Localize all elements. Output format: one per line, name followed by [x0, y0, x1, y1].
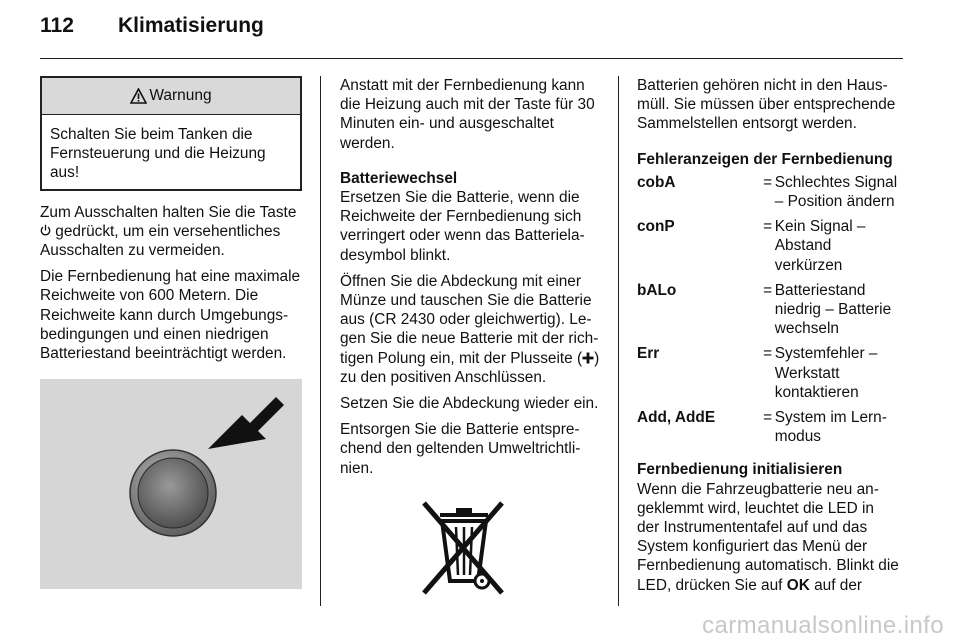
column-divider-2: [618, 76, 619, 606]
paragraph: Batterien gehören nicht in den Hausmüll. Sie müssen über entsprechende Sammelstellen entsorgt werden.: [637, 77, 896, 133]
paragraph-text: gedrückt, um ein versehentliches Ausschalten zu vermeiden.: [40, 222, 281, 260]
header-rule: [40, 58, 903, 59]
watermark: carmanualsonline.info: [702, 612, 944, 639]
paragraph-text: Wenn die Fahrzeugbatterie neu angeklemmt wird, leuchtet die LED in der Instrumententafel auf und das System konfiguriert das Menü der Fernbedienung automatisch. Blinkt die LED, drücken Sie auf: [637, 480, 899, 594]
section-title: Klimatisierung: [118, 14, 264, 37]
power-button-icon: [40, 224, 51, 237]
equals-sign: =: [763, 345, 773, 363]
remote-button-illustration: [40, 379, 302, 589]
paragraph: [40, 203, 302, 261]
error-code: bALo: [637, 281, 677, 299]
paragraph: Setzen Sie die Abdeckung wieder ein.: [340, 395, 599, 413]
error-description: Kein Signal – Abstand verkürzen: [774, 218, 866, 274]
table-row: [637, 173, 899, 211]
column-2: [340, 76, 602, 602]
page-number: 112: [40, 14, 74, 37]
battery-heading: Batteriewechsel: [340, 169, 458, 187]
column-1: [40, 76, 302, 589]
table-row: [637, 217, 899, 275]
equals-sign: =: [763, 218, 773, 236]
paragraph: [340, 272, 602, 387]
error-table: [637, 173, 899, 447]
paragraph: [637, 480, 899, 595]
error-description: Schlechtes Signal – Position ändern: [774, 173, 898, 211]
error-code: cobA: [637, 173, 676, 191]
warning-box: [40, 76, 302, 191]
paragraph-text: auf der: [809, 576, 863, 594]
warning-triangle-icon: [130, 88, 147, 104]
equals-sign: =: [763, 409, 773, 427]
error-code: conP: [637, 218, 675, 236]
remote-button-photo: [40, 379, 302, 589]
ok-key-label: OK: [786, 576, 810, 594]
table-row: [637, 281, 899, 339]
paragraph: Entsorgen Sie die Batterie entsprechend den geltenden Umweltrichtlinien.: [340, 421, 581, 477]
table-row: [637, 344, 899, 402]
crossed-out-bin-icon: [418, 495, 508, 597]
paragraph-text: Zum Ausschalten halten Sie die Taste: [40, 203, 297, 221]
error-code: Add, AddE: [637, 409, 716, 427]
plus-icon: [582, 352, 594, 364]
column-divider-1: [320, 76, 321, 606]
error-description: System im Lernmodus: [774, 409, 887, 446]
paragraph: Anstatt mit der Fernbedienung kann die Heizung auch mit der Taste für 30 Minuten ein- und ausgeschaltet werden.: [340, 77, 595, 152]
table-row: [637, 408, 899, 446]
paragraph: Die Fernbedienung hat eine maximale Reichweite von 600 Metern. Die Reichweite kann durch Umgebungsbedingungen und einen niedrigen Batteriestand beeinträchtigt werden.: [40, 268, 301, 363]
error-description: Batteriestand niedrig – Batterie wechseln: [774, 281, 892, 338]
warning-header: [42, 78, 300, 115]
equals-sign: =: [763, 173, 773, 191]
paragraph: Ersetzen Sie die Batterie, wenn die Reichweite der Fernbedienung sich verringert oder wenn das Batterieladesymbol blinkt.: [340, 189, 585, 264]
page-header: [40, 14, 264, 38]
paragraph-text: Öffnen Sie die Abdeckung mit einer Münze und tauschen Sie die Batterie aus (CR 2430 oder gleichwertig). Legen Sie die neue Batterie mit der richtigen Polung ein, mit der Plusseite (: [340, 272, 599, 367]
error-code: Err: [637, 345, 660, 363]
equals-sign: =: [763, 281, 773, 299]
column-3: [637, 76, 899, 602]
paragraph-text: ) zu den positiven Anschlüssen.: [340, 349, 600, 386]
warning-text: Schalten Sie beim Tanken die Fernsteuerung und die Heizung aus!: [50, 126, 266, 182]
error-description: Systemfehler – Werkstatt kontaktieren: [774, 345, 878, 401]
init-heading: Fernbedienung initialisieren: [637, 461, 843, 479]
errors-heading: Fehleranzeigen der Fernbedienung: [637, 150, 893, 168]
warning-title: Warnung: [149, 87, 212, 105]
